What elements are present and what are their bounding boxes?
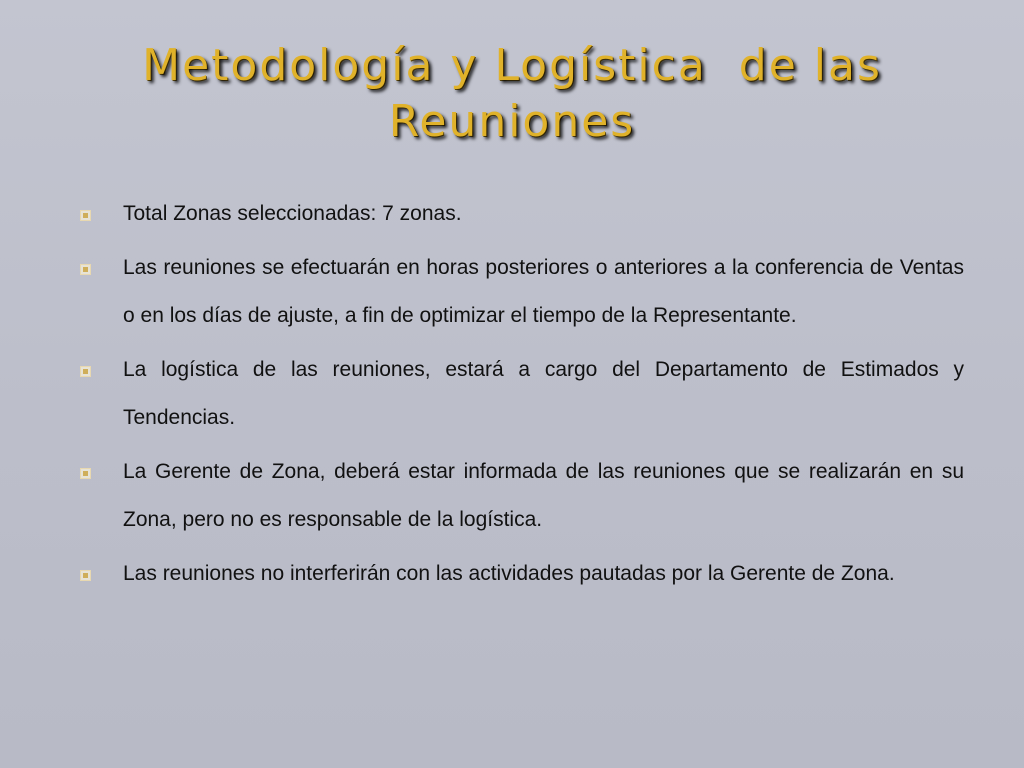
bullet-square-icon [80, 264, 91, 275]
bullet-item [78, 550, 964, 598]
bullet-text: La Gerente de Zona, deberá estar informada de las reuniones que se realizarán en su Zona, pero no es responsable de la logística. [123, 460, 964, 531]
bullet-text: Total Zonas seleccionadas: 7 zonas. [123, 202, 462, 225]
slide-title-line-2: Reuniones [388, 96, 636, 147]
bullet-square-icon [80, 210, 91, 221]
bullet-list [78, 190, 964, 604]
slide-title [60, 38, 964, 150]
bullet-square-icon [80, 570, 91, 581]
bullet-item [78, 190, 964, 238]
bullet-square-icon [80, 366, 91, 377]
slide-title-line-1: Metodología y Logística de las [142, 40, 882, 91]
bullet-text: Las reuniones no interferirán con las actividades pautadas por la Gerente de Zona. [123, 562, 895, 585]
bullet-item [78, 244, 964, 340]
bullet-text: Las reuniones se efectuarán en horas posteriores o anteriores a la conferencia de Ventas o en los días de ajuste, a fin de optimizar el tiempo de la Representante. [123, 256, 964, 327]
bullet-text: La logística de las reuniones, estará a cargo del Departamento de Estimados y Tendencias. [123, 358, 964, 429]
bullet-item [78, 448, 964, 544]
bullet-item [78, 346, 964, 442]
bullet-square-icon [80, 468, 91, 479]
